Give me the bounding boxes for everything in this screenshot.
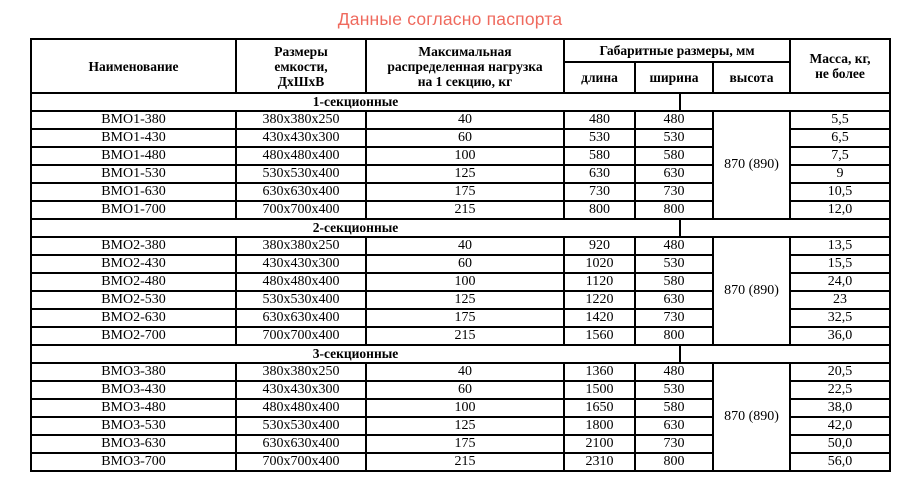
cell-mass: 6,5 (790, 129, 890, 147)
cell-container-size: 430х430х300 (236, 255, 366, 273)
cell-mass: 9 (790, 165, 890, 183)
header-container-size-line: емкости, (274, 58, 328, 74)
cell-mass: 42,0 (790, 417, 890, 435)
cell-length: 1120 (564, 273, 635, 291)
cell-max-load: 175 (366, 309, 564, 327)
cell-mass: 23 (790, 291, 890, 309)
cell-container-size: 530х530х400 (236, 165, 366, 183)
cell-mass: 12,0 (790, 201, 890, 219)
cell-width: 580 (635, 273, 713, 291)
cell-max-load: 100 (366, 399, 564, 417)
cell-length: 730 (564, 183, 635, 201)
cell-width: 630 (635, 291, 713, 309)
cell-length: 1220 (564, 291, 635, 309)
cell-container-size: 480х480х400 (236, 273, 366, 291)
section-band-spacer (680, 345, 890, 363)
header-height: высота (713, 62, 790, 93)
cell-mass: 24,0 (790, 273, 890, 291)
cell-mass: 50,0 (790, 435, 890, 453)
page-title: Данные согласно паспорта (337, 9, 563, 29)
cell-length: 2100 (564, 435, 635, 453)
cell-length: 630 (564, 165, 635, 183)
header-mass (790, 39, 890, 93)
cell-width: 580 (635, 399, 713, 417)
cell-mass: 7,5 (790, 147, 890, 165)
section-label: 1-секционные (31, 93, 680, 111)
table-row (31, 111, 890, 129)
cell-container-size: 480х480х400 (236, 147, 366, 165)
cell-mass: 5,5 (790, 111, 890, 129)
cell-height-merged: 870 (890) (713, 111, 790, 219)
cell-max-load: 60 (366, 255, 564, 273)
cell-container-size: 700х700х400 (236, 327, 366, 345)
cell-length: 480 (564, 111, 635, 129)
header-max-load-line: распределенная нагрузка (387, 58, 543, 74)
cell-width: 530 (635, 381, 713, 399)
cell-product-name: ВМО2-480 (31, 273, 236, 291)
header-container-size-line: ДхШхВ (277, 73, 325, 89)
cell-max-load: 175 (366, 183, 564, 201)
cell-length: 1800 (564, 417, 635, 435)
cell-container-size: 700х700х400 (236, 201, 366, 219)
cell-product-name: ВМО2-530 (31, 291, 236, 309)
cell-width: 800 (635, 453, 713, 471)
cell-product-name: ВМО2-700 (31, 327, 236, 345)
cell-container-size: 630х630х400 (236, 309, 366, 327)
cell-length: 1650 (564, 399, 635, 417)
section-band-spacer (680, 219, 890, 237)
cell-container-size: 530х530х400 (236, 291, 366, 309)
cell-max-load: 215 (366, 201, 564, 219)
section-band-row (31, 93, 890, 111)
cell-max-load: 125 (366, 291, 564, 309)
header-name: Наименование (31, 39, 236, 93)
cell-width: 480 (635, 111, 713, 129)
cell-max-load: 60 (366, 381, 564, 399)
cell-mass: 22,5 (790, 381, 890, 399)
cell-width: 480 (635, 237, 713, 255)
cell-width: 530 (635, 255, 713, 273)
section-band-spacer (680, 93, 890, 111)
cell-width: 730 (635, 435, 713, 453)
cell-length: 530 (564, 129, 635, 147)
cell-max-load: 40 (366, 237, 564, 255)
cell-product-name: ВМО1-480 (31, 147, 236, 165)
cell-width: 630 (635, 165, 713, 183)
cell-max-load: 40 (366, 363, 564, 381)
cell-max-load: 175 (366, 435, 564, 453)
cell-product-name: ВМО1-700 (31, 201, 236, 219)
cell-mass: 10,5 (790, 183, 890, 201)
header-width: ширина (635, 62, 713, 93)
cell-mass: 38,0 (790, 399, 890, 417)
cell-length: 920 (564, 237, 635, 255)
cell-mass: 36,0 (790, 327, 890, 345)
header-max-load-line: Максимальная (418, 43, 512, 59)
cell-length: 1560 (564, 327, 635, 345)
cell-width: 580 (635, 147, 713, 165)
cell-product-name: ВМО2-430 (31, 255, 236, 273)
section-label: 3-секционные (31, 345, 680, 363)
cell-width: 730 (635, 309, 713, 327)
cell-product-name: ВМО1-530 (31, 165, 236, 183)
section-band-row (31, 345, 890, 363)
cell-product-name: ВМО3-630 (31, 435, 236, 453)
cell-product-name: ВМО1-430 (31, 129, 236, 147)
cell-max-load: 100 (366, 147, 564, 165)
header-dimensions-group: Габаритные размеры, мм (564, 39, 790, 62)
cell-length: 580 (564, 147, 635, 165)
table-row (31, 237, 890, 255)
cell-product-name: ВМО3-530 (31, 417, 236, 435)
cell-length: 800 (564, 201, 635, 219)
cell-container-size: 430х430х300 (236, 381, 366, 399)
header-container-size (236, 39, 366, 93)
cell-container-size: 630х630х400 (236, 435, 366, 453)
header-mass-line: не более (815, 66, 865, 81)
specs-table (30, 38, 891, 472)
cell-height-merged: 870 (890) (713, 237, 790, 345)
cell-container-size: 380х380х250 (236, 363, 366, 381)
cell-length: 1420 (564, 309, 635, 327)
cell-width: 480 (635, 363, 713, 381)
cell-container-size: 380х380х250 (236, 237, 366, 255)
cell-container-size: 630х630х400 (236, 183, 366, 201)
header-max-load-line: на 1 секцию, кг (417, 73, 513, 89)
cell-product-name: ВМО2-380 (31, 237, 236, 255)
cell-mass: 56,0 (790, 453, 890, 471)
cell-max-load: 215 (366, 327, 564, 345)
header-max-load (366, 39, 564, 93)
cell-product-name: ВМО1-380 (31, 111, 236, 129)
cell-product-name: ВМО1-630 (31, 183, 236, 201)
cell-container-size: 430х430х300 (236, 129, 366, 147)
cell-max-load: 125 (366, 417, 564, 435)
cell-width: 800 (635, 201, 713, 219)
cell-length: 2310 (564, 453, 635, 471)
cell-product-name: ВМО3-430 (31, 381, 236, 399)
cell-max-load: 125 (366, 165, 564, 183)
header-length: длина (564, 62, 635, 93)
cell-length: 1500 (564, 381, 635, 399)
cell-container-size: 380х380х250 (236, 111, 366, 129)
cell-width: 730 (635, 183, 713, 201)
cell-width: 630 (635, 417, 713, 435)
cell-mass: 13,5 (790, 237, 890, 255)
cell-product-name: ВМО3-380 (31, 363, 236, 381)
cell-mass: 32,5 (790, 309, 890, 327)
section-band-row (31, 219, 890, 237)
cell-max-load: 40 (366, 111, 564, 129)
cell-height-merged: 870 (890) (713, 363, 790, 471)
cell-max-load: 100 (366, 273, 564, 291)
header-container-size-line: Размеры (274, 43, 328, 59)
cell-width: 530 (635, 129, 713, 147)
cell-length: 1360 (564, 363, 635, 381)
cell-mass: 15,5 (790, 255, 890, 273)
cell-container-size: 480х480х400 (236, 399, 366, 417)
section-label: 2-секционные (31, 219, 680, 237)
header-row-group (31, 39, 890, 62)
cell-container-size: 530х530х400 (236, 417, 366, 435)
cell-product-name: ВМО3-700 (31, 453, 236, 471)
cell-max-load: 215 (366, 453, 564, 471)
table-row (31, 363, 890, 381)
cell-product-name: ВМО3-480 (31, 399, 236, 417)
header-mass-line: Масса, кг, (809, 51, 871, 66)
cell-width: 800 (635, 327, 713, 345)
cell-max-load: 60 (366, 129, 564, 147)
cell-length: 1020 (564, 255, 635, 273)
cell-mass: 20,5 (790, 363, 890, 381)
cell-container-size: 700х700х400 (236, 453, 366, 471)
cell-product-name: ВМО2-630 (31, 309, 236, 327)
